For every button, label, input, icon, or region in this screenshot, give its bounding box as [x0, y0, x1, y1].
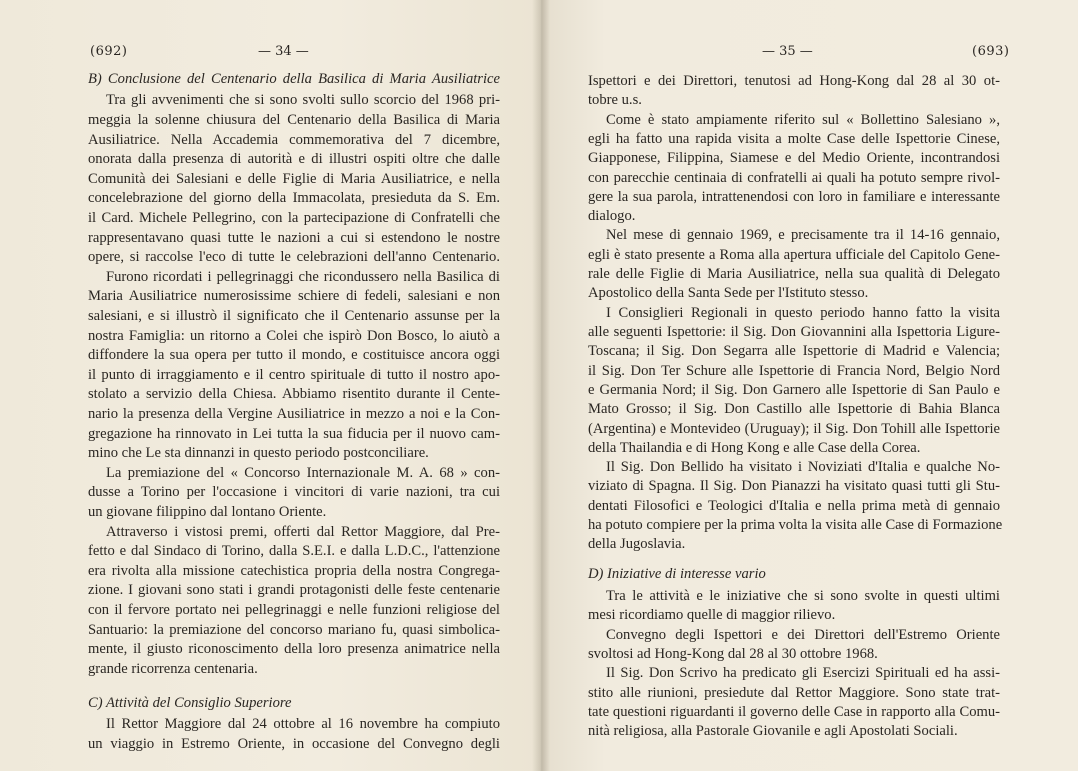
text-line: e Germania Nord; il Sig. Don Garnero alle Ispettorie di San Paulo e	[588, 382, 1000, 398]
text-line: viziato di Spagna. Il Sig. Don Pianazzi ha visitato quasi tutti gli Stu-	[588, 478, 1000, 494]
text-line: stolato a servizio della Chiesa. Abbiamo risentito durante il Cente-	[88, 386, 500, 402]
text-line: egli ha fatto una rapida visita a molte Case delle Ispettorie Cinese,	[588, 131, 1000, 147]
text-line: Maria Ausiliatrice numerosissime schiere di fedeli, salesiani e non	[88, 288, 500, 304]
text-line: grande ricorrenza centenaria.	[88, 661, 258, 677]
text-line: della Thailandia e di Hong Kong e alle Case della Corea.	[588, 440, 921, 456]
text-line: opere, si raccolse l'eco di tutte le celebrazioni dell'anno Centenario.	[88, 249, 500, 265]
text-line: Nel mese di gennaio 1969, e precisamente tra il 14-16 gennaio,	[606, 227, 1000, 243]
text-line: mente, il giusto riconoscimento della loro presenza animatrice nella	[88, 641, 500, 657]
text-line: dentati Filosofici e Teologici d'Italia e nella prima metà di gennaio	[588, 498, 1000, 514]
book-gutter	[532, 0, 550, 771]
text-line: gregazione ha rinnovato in Lei tutta la sua fiducia per il nuovo cam-	[88, 426, 500, 442]
page-number: — 34 —	[258, 44, 309, 59]
text-line: rale delle Figlie di Maria Ausiliatrice, nella sua qualità di Delegato	[588, 266, 1000, 282]
text-line: Santuario: la premiazione del concorso mariano fu, quasi simbolica-	[88, 622, 500, 638]
text-line: un giovane filippino dal lontano Oriente.	[88, 504, 327, 520]
text-line: nario la presenza della Vergine Ausiliatrice in mezzo a noi e la Con-	[88, 406, 500, 422]
text-line: Toscana; il Sig. Don Segarra alle Ispettorie di Madrid e Valencia;	[588, 343, 1000, 359]
text-line: con parecchie centinaia di confratelli ai quali ha potuto sempre rivol-	[588, 170, 1000, 186]
text-line: Tra le attività e le iniziative che si sono svolte in questi ultimi	[606, 588, 1000, 604]
text-line: Apostolico della Santa Sede per l'Istituto stesso.	[588, 285, 869, 301]
text-line: La premiazione del « Concorso Internazionale M. A. 68 » con-	[106, 465, 500, 481]
text-line: zione. I giovani sono stati i grandi protagonisti delle feste centenarie	[88, 582, 500, 598]
text-line: con il fervore portato nei pellegrinaggi e nelle funzioni religiose del	[88, 602, 500, 618]
text-line: dusse a Torino per l'occasione i vincitori di varie nazioni, tra cui	[88, 484, 500, 500]
text-line: Come è stato ampiamente riferito sul « Bollettino Salesiano »,	[606, 112, 1000, 128]
text-line: il Card. Michele Pellegrino, con la partecipazione di Confratelli che	[88, 210, 500, 226]
text-line: onorata dalla presenza di autorità e di illustri ospiti oltre che dalle	[88, 151, 500, 167]
text-line: ha potuto compiere per la prima volta la visita alle Case di Formazione	[588, 517, 1003, 533]
text-line: stito alle riunioni, presiedute dal Rettor Maggiore. Sono state trat-	[588, 685, 1000, 701]
folio-number: (692)	[90, 44, 128, 59]
section-heading: C) Attività del Consiglio Superiore	[88, 695, 292, 711]
text-line: I Consiglieri Regionali in questo periodo hanno fatto la visita	[606, 305, 1000, 321]
text-line: tobre u.s.	[588, 92, 642, 108]
text-line: diffondere la sua opera per tutto il mondo, e costituisce ancora oggi	[88, 347, 500, 363]
text-line: Ausiliatrice. Nella Accademia commemorativa del 7 dicembre,	[88, 132, 500, 148]
text-line: Convegno degli Ispettori e dei Direttori dell'Estremo Oriente	[606, 627, 1000, 643]
text-line: fetto e dal Sindaco di Torino, dalla S.E.I. e dalla L.D.C., l'attenzione	[88, 543, 500, 559]
text-line: dialogo.	[588, 208, 636, 224]
text-line: salesiani, e si illustrò il significato che il Centenario assunse per la	[88, 308, 500, 324]
text-line: un viaggio in Estremo Oriente, in occasione del Convegno degli	[88, 736, 500, 752]
text-line: svoltosi ad Hong-Kong dal 28 al 30 ottobre 1968.	[588, 646, 878, 662]
text-line: Il Sig. Don Bellido ha visitato i Noviziati d'Italia e qualche No-	[606, 459, 1000, 475]
text-line: egli è stato presente a Roma alla apertura ufficiale del Capitolo Gene-	[588, 247, 1000, 263]
text-line: tate questioni riguardanti il governo delle Case in rapporto alla Comu-	[588, 704, 1000, 720]
text-line: (Argentina) e Montevideo (Uruguay); il Sig. Don Tohill alle Ispettorie	[588, 421, 1000, 437]
text-line: Ispettori e dei Direttori, tenutosi ad Hong-Kong dal 28 al 30 ot-	[588, 73, 1000, 89]
text-line: Il Sig. Don Scrivo ha predicato gli Esercizi Spirituali ed ha assi-	[606, 665, 1000, 681]
text-line: il Sig. Don Ter Schure alle Ispettorie di Francia Nord, Belgio Nord	[588, 363, 1000, 379]
section-heading: D) Iniziative di interesse vario	[588, 566, 766, 582]
section-heading: B) Conclusione del Centenario della Basilica di Maria Ausiliatrice	[88, 71, 500, 87]
text-line: rappresentavano quasi tutte le nazioni a cui si estendono le nostre	[88, 230, 500, 246]
folio-number: (693)	[972, 44, 1010, 59]
text-line: il punto di irraggiamento e il centro spirituale di tutto il nostro apo-	[88, 367, 500, 383]
text-line: mesi ricordiamo quelle di maggior rilievo.	[588, 607, 836, 623]
text-line: Attraverso i vistosi premi, offerti dal Rettor Maggiore, dal Pre-	[106, 524, 500, 540]
text-line: mino che Le sta dinnanzi in questo periodo postconciliare.	[88, 445, 429, 461]
page-number: — 35 —	[762, 44, 813, 59]
text-line: Comunità dei Salesiani e delle Figlie di Maria Ausiliatrice, e nella	[88, 171, 500, 187]
text-line: Mato Grosso; il Sig. Don Castillo alle Ispettorie di Bahia Blanca	[588, 401, 1000, 417]
text-line: meggia la solenne chiusura del Centenario della Basilica di Maria	[88, 112, 500, 128]
text-line: gere la sua parola, intrattenendosi con loro in familiare e interessante	[588, 189, 1000, 205]
text-line: Tra gli avvenimenti che si sono svolti sullo scorcio del 1968 pri-	[106, 92, 500, 108]
text-line: Il Rettor Maggiore dal 24 ottobre al 16 novembre ha compiuto	[106, 716, 500, 732]
text-line: era rivolta alla missione catechistica propria della nostra Congrega-	[88, 563, 500, 579]
text-line: Giapponese, Filippina, Siamese e del Medio Oriente, incontrandosi	[588, 150, 1000, 166]
text-line: Furono ricordati i pellegrinaggi che ricondussero nella Basilica di	[106, 269, 500, 285]
text-line: nità religiosa, alla Pastorale Giovanile e agli Apostolati Sociali.	[588, 723, 958, 739]
text-line: concelebrazione del giorno della Immacolata, presieduta da S. Em.	[88, 190, 500, 206]
text-line: alle seguenti Ispettorie: il Sig. Don Giovannini alla Ispettoria Ligure-	[588, 324, 1000, 340]
text-line: della Jugoslavia.	[588, 536, 686, 552]
right-page	[541, 0, 1078, 771]
text-line: nostra Famiglia: un ritorno a Colei che ispirò Don Bosco, lo aiutò a	[88, 328, 500, 344]
